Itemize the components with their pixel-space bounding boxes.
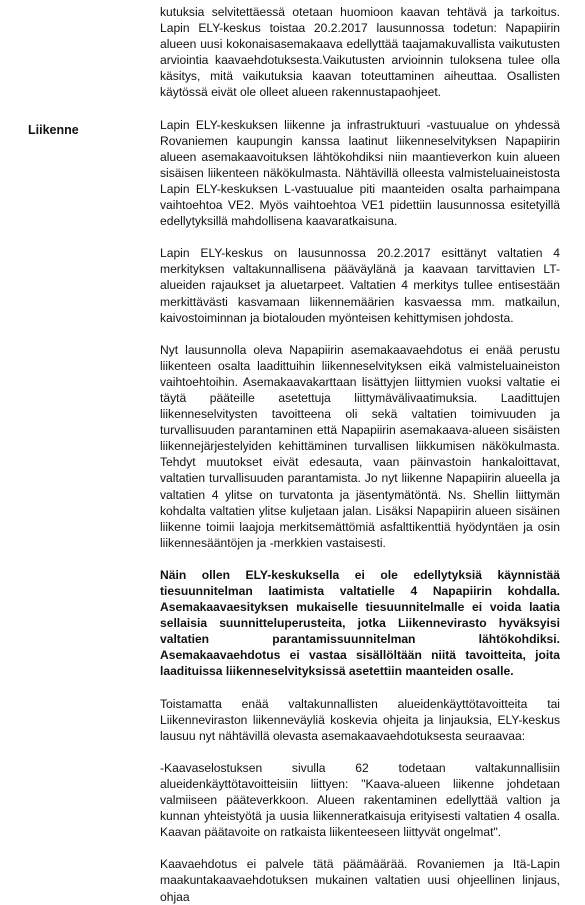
paragraph-1: kutuksia selvitettäessä otetaan huomioon kaavan tehtävä ja tarkoitus. Lapin ELY-keskus toistaa 20.2.2017 lausunnossa todetun: Napapiirin alueen uusi kokonaisasemakaava edellyttää taajamakuvallista vaikutusten arviointia kaavaehdotuksesta.Vaikutusten arvioinnin tuloksena tulee olla käsitys, mitä vaikutuksia kaavan toteuttaminen aiheuttaa. Osallisten käytössä eivät ole olleet alueen rakennustapaohjeet. [160, 5, 560, 100]
paragraph-4: Nyt lausunnolla oleva Napapiirin asemakaavaehdotus ei enää perustu liikenteen osalta laadittuihin liikenneselvityksen eikä valmisteluaineiston vaihtoehtoihin. Asemakaavakarttaan lisättyjen liittymien vuoksi valtatie ei täytä pääteille asetettuja liittymävälivaatimuksia. Laadittujen liikenneselvitysten tavoitteena oli sekä valtatien toimivuuden ja turvallisuuden parantaminen että Napapiirin asemakaava-alueen sisäisten liikennejärjestelyiden kehittäminen turvallisen liikkumisen näkökulmasta. Tehdyt muutokset eivät edesauta, vaan päinvastoin hankaloittavat, valtatien turvallisuuden parantamista. Jo nyt liikenne Napapiirin alueella ja valtatien 4 ylitse on turvatonta ja jäsentymätöntä. Ns. Shellin liittymän kohdalta valtatien ylitse kuljetaan jalan. Lisäksi Napapiirin alueen sisäinen liikenne toimii laajoja merkitsemättömiä asfalttikenttiä hyödyntäen ja osin liikennesääntöjen ja -merkkien vastaisesti. [160, 342, 560, 550]
paragraph-2: Lapin ELY-keskuksen liikenne ja infrastruktuuri -vastuualue on yhdessä Rovaniemen kaupungin kanssa laatinut liikenneselvityksen Napapiirin alueen asemakaavoituksen lähtökohdiksi niin maantieverkon kuin alueen sisäisen liikenteen näkökulmasta. Nähtävillä olleesta valmisteluaineistosta Lapin ELY-keskuksen L-vastuualue piti maanteiden osalta parhaimpana vaihtoehtoa VE2. Myös vaihtoehtoa VE1 pidettiin lausunnossa esitetyillä edellytyksillä mahdollisena kaavaratkaisuna. [160, 117, 560, 229]
paragraph-8: Kaavaehdotus ei palvele tätä päämäärää. Rovaniemen ja Itä-Lapin maakuntakaavaehdotuksen mukainen valtatien uusi ohjeellinen linjaus, ohjaa [160, 857, 560, 904]
paragraph-3: Lapin ELY-keskus on lausunnossa 20.2.2017 esittänyt valtatien 4 merkityksen valtakunnallisena pääväylänä ja kaavaan tarvittavien LT-alueiden rajaukset ja aluetarpeet. Valtatien 4 merkitys tullee entisestään merkittävästi kasvamaan liikennemäärien kasvaessa mm. matkailun, kaivostoiminnan ja biotalouden myönteisen kehittymisen johdosta. [160, 246, 560, 325]
paragraph-5-emphasis: Näin ollen ELY-keskuksella ei ole edellytyksiä käynnistää tiesuunnitelman laatimista valtatielle 4 Napapiirin kohdalla. Asemakaavaesityksen mukaiselle tiesuunnitelmalle ei voida laatia sellaisia suunnitteluperusteita, jotka Liikennevirasto hyväksyisi valtatien parantamissuunnitelman lähtökohdiksi. Asemakaavaehdotus ei vastaa sisällöltään niitä tavoitteita, joita laadituissa liikenneselvityksissä asetettiin maanteiden osalle. [160, 567, 560, 679]
paragraph-6: Toistamatta enää valtakunnallisten alueidenkäyttötavoitteita tai Liikenneviraston liikenneväyliä koskevia ohjeita ja linjauksia, ELY-keskus lausuu nyt nähtävillä olevasta asemakaavaehdotuksesta seuraavaa: [160, 696, 560, 743]
body-text-column [160, 4, 560, 905]
section-heading-liikenne: Liikenne [28, 123, 79, 137]
paragraph-7-quote: -Kaavaselostuksen sivulla 62 todetaan valtakunnallisiin alueidenkäyttötavoitteisiin liittyen: "Kaava-alueen liikenne johdetaan valmiiseen pääteverkkoon. Alueen rakentaminen edellyttää valtion ja kunnan yhteistyötä ja uusia liikenneratkaisuja erityisesti valtatien 4 osalla. Kaavan päätavoite on ratkaista liikenteeseen liittyvät ongelmat". [160, 760, 560, 840]
